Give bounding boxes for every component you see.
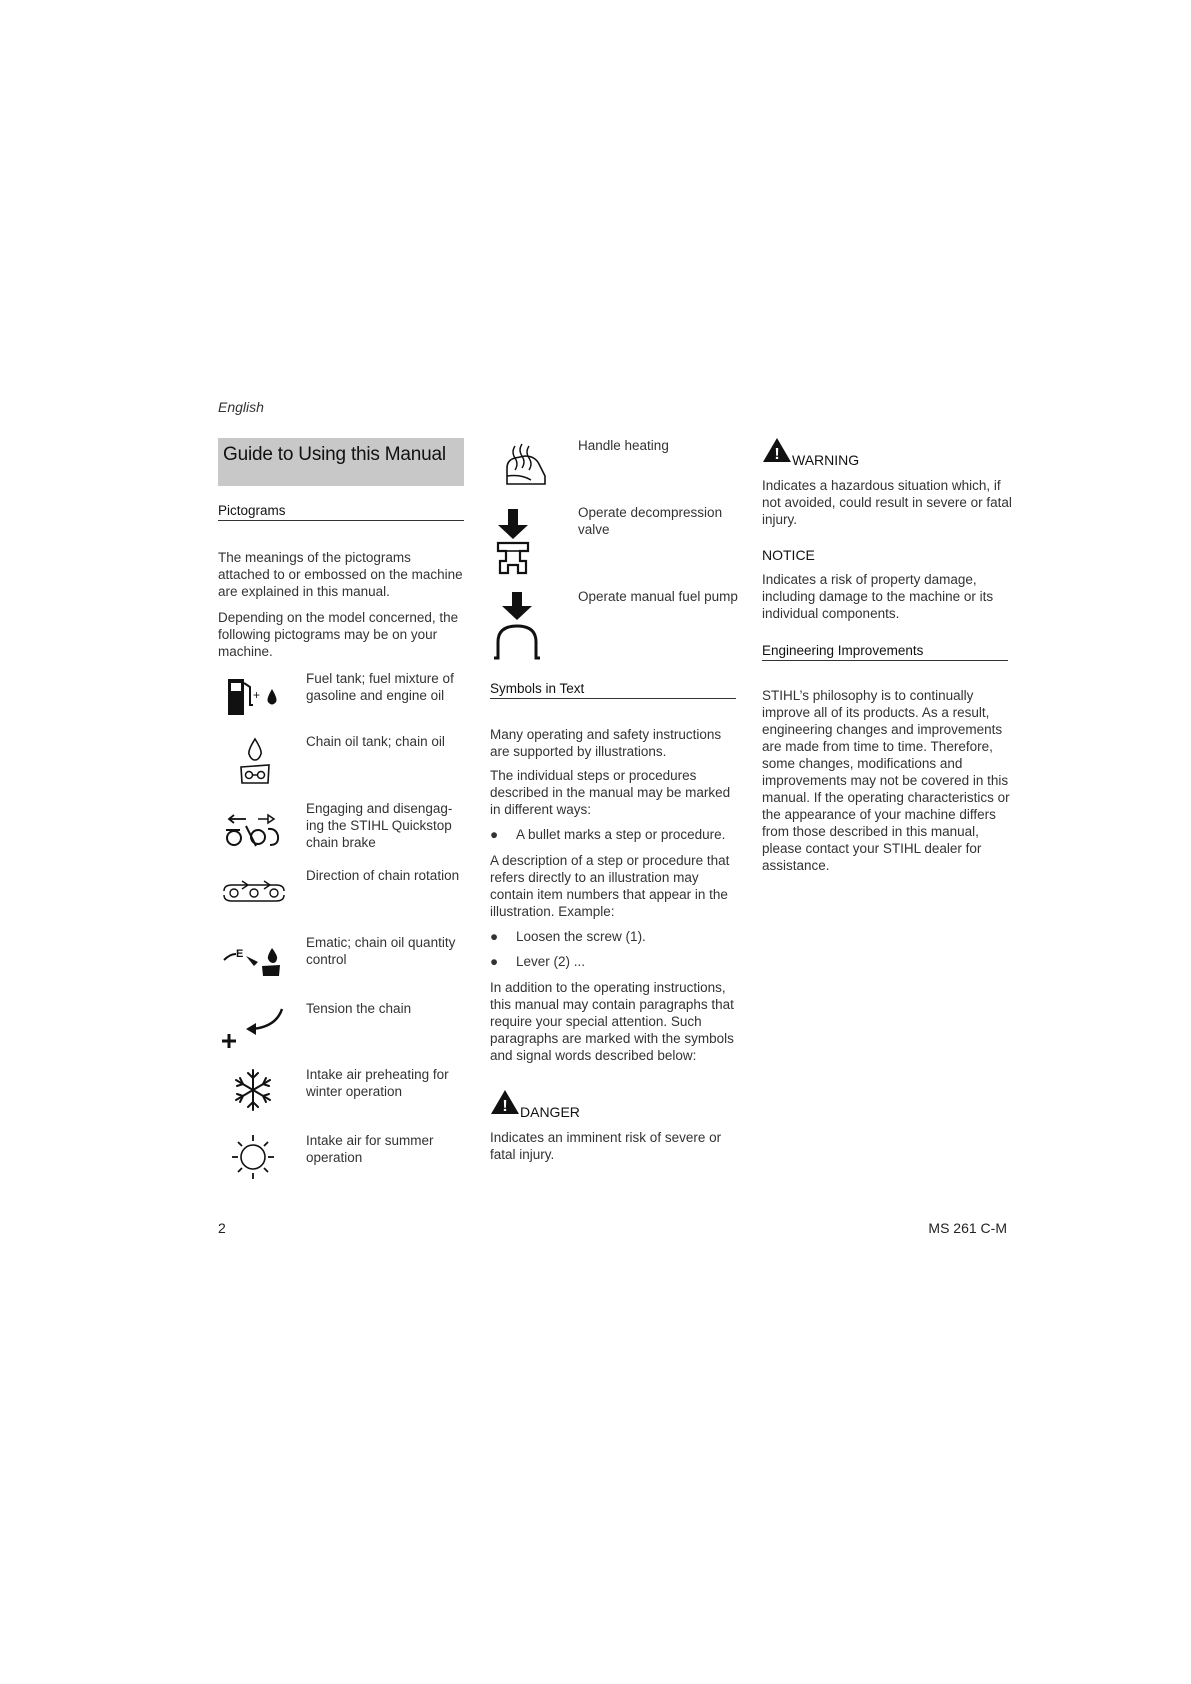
danger-warning-triangle-icon: [490, 1089, 520, 1115]
pictogram-label-chain-oil-tank: Chain oil tank; chain oil: [306, 734, 445, 749]
pictogram-label-sun: Intake air for summer operation: [306, 1133, 434, 1165]
notice-text: Indicates a risk of property damage, including damage to the machine or its individual components.: [762, 572, 994, 621]
page-number: 2: [218, 1220, 226, 1236]
svg-text:+: +: [253, 688, 261, 702]
language-label: English: [218, 399, 264, 415]
fuel-tank-icon: [226, 675, 282, 717]
decompression-valve-icon: [490, 507, 536, 577]
pictogram-label-snowflake: Intake air preheating for winter operation: [306, 1067, 449, 1099]
danger-label: DANGER: [520, 1104, 580, 1120]
warning-label: WARNING: [792, 452, 860, 468]
symbols-paragraph-1: Many operating and safety instructions are supported by illustrations.: [490, 727, 722, 759]
bullet-icon: ●: [490, 827, 499, 842]
pictogram-label-decompression-valve: Operate decompression valve: [578, 505, 723, 537]
chain-rotation-icon: [220, 877, 288, 909]
symbols-in-text-heading: Symbols in Text: [490, 681, 736, 699]
danger-text: Indicates an imminent risk of severe or fatal injury.: [490, 1130, 722, 1162]
list-item: [490, 953, 740, 970]
pictogram-label-fuel-pump: Operate manual fuel pump: [578, 589, 738, 604]
notice-label: NOTICE: [762, 547, 815, 563]
chain-oil-tank-icon: [237, 737, 273, 787]
symbols-paragraph-4: In addition to the operating instructions, this manual may contain paragraphs that require your special attention. Such paragraphs are marked with the symbols and signal words described below:: [490, 980, 734, 1063]
model-number: MS 261 C-M: [928, 1220, 1007, 1236]
pictogram-label-chain-brake: Engaging and disengag-ing the STIHL Quickstop chain brake: [306, 801, 453, 850]
section-title: Guide to Using this Manual: [223, 444, 446, 465]
pictograms-heading: Pictograms: [218, 503, 464, 521]
symbols-paragraph-3: A description of a step or procedure that refers directly to an illustration may contain item numbers that appear in the illustration. Example:: [490, 853, 730, 919]
list-item: [490, 826, 740, 843]
list-item: [490, 928, 740, 945]
pictograms-intro-2: Depending on the model concerned, the following pictograms may be on your machine.: [218, 610, 459, 659]
ematic-icon: [222, 944, 286, 978]
symbols-paragraph-2: The individual steps or procedures described in the manual may be marked in different ways:: [490, 768, 731, 817]
pictogram-label-handle-heating: Handle heating: [578, 438, 669, 453]
bullet-text-1: A bullet marks a step or procedure.: [516, 827, 726, 842]
bullet-icon: ●: [490, 954, 499, 969]
warning-text: Indicates a hazardous situation which, if not avoided, could result in severe or fatal injury.: [762, 478, 1012, 527]
ematic-icon-letter: E: [236, 948, 244, 960]
engineering-heading: Engineering Improvements: [762, 643, 1008, 661]
bullet-text-3: Lever (2) ...: [516, 954, 586, 969]
pictograms-intro-1: The meanings of the pictograms attached to or embossed on the machine are explained in this manual.: [218, 550, 463, 599]
warning-triangle-icon: [762, 437, 792, 463]
pictogram-label-ematic: Ematic; chain oil quantity control: [306, 935, 456, 967]
pictogram-label-tension-chain: Tension the chain: [306, 1001, 412, 1016]
bullet-text-2: Loosen the screw (1).: [516, 929, 646, 944]
handle-heating-icon: [501, 440, 549, 488]
chain-brake-icon: [224, 812, 284, 848]
bullet-icon: ●: [490, 929, 499, 944]
snowflake-icon: [232, 1068, 274, 1112]
engineering-text: STIHL’s philosophy is to continually improve all of its products. As a result, engineering changes and improvements are made from time to time. Therefore, some changes, modifications and improvements may not be covered in this manual. If the operating characteristics or the appearance of your machine differs from those described in this manual, please contact your STIHL dealer for assistance.: [762, 688, 1010, 873]
pictogram-label-fuel-tank: Fuel tank; fuel mixture of gasoline and engine oil: [306, 671, 454, 703]
warning-exclamation: !: [774, 446, 780, 463]
tension-chain-icon: [220, 1005, 286, 1051]
fuel-pump-icon: [490, 590, 544, 660]
danger-exclamation: !: [502, 1098, 508, 1115]
pictogram-label-chain-rotation: Direction of chain rotation: [306, 868, 460, 883]
sun-icon: [230, 1133, 276, 1181]
section-title-box: [218, 438, 464, 486]
